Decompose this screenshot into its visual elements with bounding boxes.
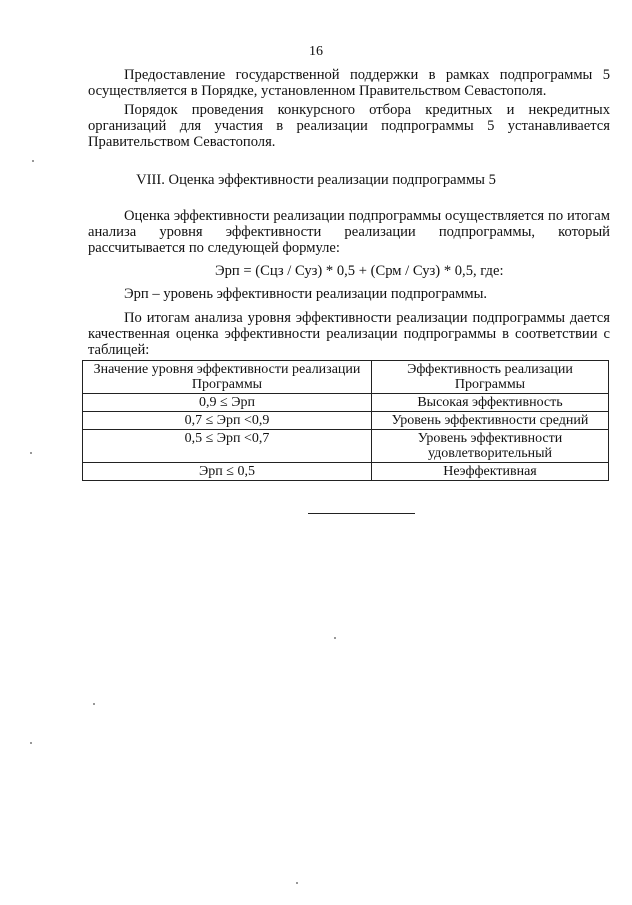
table-header-row (83, 361, 609, 394)
section-heading: VIII. Оценка эффективности реализации подпрограммы 5 (136, 172, 496, 188)
selection-paragraph: Порядок проведения конкурсного отбора кредитных и некредитных организаций для участия в реализации подпрограммы 5 устанавливается Правительством Севастополя. (88, 102, 610, 151)
table-cell: 0,9 ≤ Эрп (83, 394, 372, 412)
efficiency-formula: Эрп = (Сцз / Суз) * 0,5 + (Срм / Суз) * 0,5, где: (215, 263, 504, 279)
scan-speck (30, 742, 32, 744)
table-row (83, 430, 609, 463)
support-paragraph: Предоставление государственной поддержки в рамках подпрограммы 5 осуществляется в Порядке, установленном Правительством Севастополя. (88, 67, 610, 100)
evaluation-paragraph: Оценка эффективности реализации подпрограммы осуществляется по итогам анализа уровня эффективности реализации подпрограммы, который рассчитывается по следующей формуле: (88, 208, 610, 257)
erp-definition: Эрп – уровень эффективности реализации подпрограммы. (124, 286, 488, 302)
table-cell: 0,7 ≤ Эрп <0,9 (83, 412, 372, 430)
scan-speck (296, 882, 298, 884)
table-header-cell: Значение уровня эффективности реализации Программы (83, 361, 372, 394)
table-row (83, 412, 609, 430)
table-header-cell: Эффективность реализации Программы (372, 361, 609, 394)
scan-speck (334, 637, 336, 639)
scan-speck (30, 452, 32, 454)
table-cell: Неэффективная (372, 463, 609, 481)
table-cell: Уровень эффективности средний (372, 412, 609, 430)
page-number: 16 (309, 44, 323, 59)
table-cell: Эрп ≤ 0,5 (83, 463, 372, 481)
table-intro-paragraph: По итогам анализа уровня эффективности реализации подпрограммы дается качественная оценка эффективности реализации подпрограммы в соответствии с таблицей: (88, 310, 610, 359)
table-cell: 0,5 ≤ Эрп <0,7 (83, 430, 372, 463)
end-rule (308, 513, 415, 514)
table-cell: Высокая эффективность (372, 394, 609, 412)
scan-speck (32, 160, 34, 162)
table-row (83, 463, 609, 481)
scan-speck (93, 703, 95, 705)
table-row (83, 394, 609, 412)
table-cell: Уровень эффективности удовлетворительный (372, 430, 609, 463)
efficiency-table (82, 360, 609, 481)
